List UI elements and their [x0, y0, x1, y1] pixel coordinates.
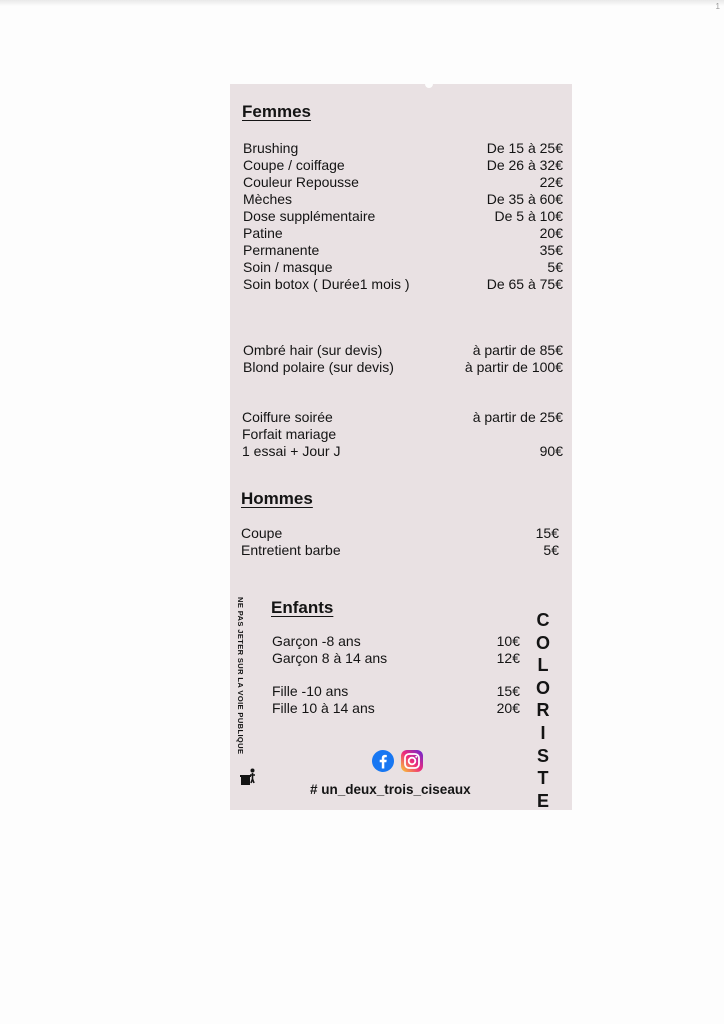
instagram-icon[interactable] [401, 750, 423, 772]
service-price: De 35 à 60€ [486, 191, 563, 207]
service-label: Mèches [243, 191, 293, 207]
social-icons [372, 750, 424, 772]
service-price: 10€ [496, 633, 520, 649]
service-label: Couleur Repousse [243, 174, 359, 190]
service-price: 20€ [539, 225, 563, 241]
service-label: Coupe [241, 525, 283, 541]
coloriste-letter: E [536, 790, 549, 811]
service-label: 1 essai + Jour J [242, 443, 341, 459]
section-title-hommes: Hommes [241, 489, 313, 508]
section-title-enfants: Enfants [271, 598, 334, 617]
coloriste-letter: S [536, 745, 549, 766]
service-price: 90€ [539, 443, 563, 459]
service-price: 35€ [539, 242, 563, 258]
service-label: Soin botox ( Durée1 mois ) [243, 276, 410, 292]
hashtag-text: # un_deux_trois_ciseaux [310, 782, 471, 797]
service-label: Fille 10 à 14 ans [272, 700, 375, 716]
service-price: 5€ [543, 542, 559, 558]
service-label: Soin / masque [243, 259, 333, 275]
service-price: à partir de 85€ [472, 342, 563, 358]
coloriste-letter: T [537, 768, 549, 789]
service-label: Coiffure soirée [242, 409, 333, 425]
service-label: Garçon -8 ans [272, 633, 361, 649]
service-price: 12€ [496, 650, 520, 666]
service-label: Garçon 8 à 14 ans [272, 650, 388, 666]
service-label: Ombré hair (sur devis) [243, 342, 383, 358]
facebook-icon[interactable] [372, 750, 394, 772]
coloriste-letter: O [535, 677, 550, 698]
service-price: 20€ [496, 700, 520, 716]
service-price: à partir de 100€ [464, 359, 563, 375]
service-price: De 15 à 25€ [486, 140, 563, 156]
page-corner-mark: 1 [715, 2, 720, 11]
service-label: Coupe / coiffage [243, 157, 345, 173]
coloriste-letter: L [537, 655, 549, 676]
coloriste-letter: O [535, 632, 550, 653]
service-price: 5€ [547, 259, 563, 275]
price-flyer [230, 84, 572, 810]
service-price: 15€ [496, 683, 520, 699]
service-label: Entretient barbe [241, 542, 341, 558]
service-price: 15€ [535, 525, 559, 541]
service-label: Patine [243, 225, 283, 241]
service-price: De 26 à 32€ [486, 157, 563, 173]
coloriste-letter: C [536, 610, 550, 630]
coloriste-letter: R [536, 700, 550, 721]
service-label: Brushing [243, 140, 299, 156]
trash-bin-icon [240, 768, 256, 786]
flyer-notch [425, 80, 433, 88]
section-title-femmes: Femmes [242, 102, 311, 121]
service-label: Dose supplémentaire [243, 208, 376, 224]
scan-edge [0, 0, 724, 6]
service-price: De 65 à 75€ [486, 276, 563, 292]
side-notice: NE PAS JETER SUR LA VOIE PUBLIQUE [236, 597, 245, 755]
service-label: Forfait mariage [242, 426, 337, 442]
service-label: Fille -10 ans [272, 683, 349, 699]
coloriste-letter: I [540, 722, 546, 743]
service-label: Permanente [243, 242, 320, 258]
service-price: De 5 à 10€ [494, 208, 563, 224]
coloriste-vertical-title [532, 609, 554, 812]
service-label: Blond polaire (sur devis) [243, 359, 394, 375]
service-price: 22€ [539, 174, 563, 190]
service-price: à partir de 25€ [472, 409, 563, 425]
